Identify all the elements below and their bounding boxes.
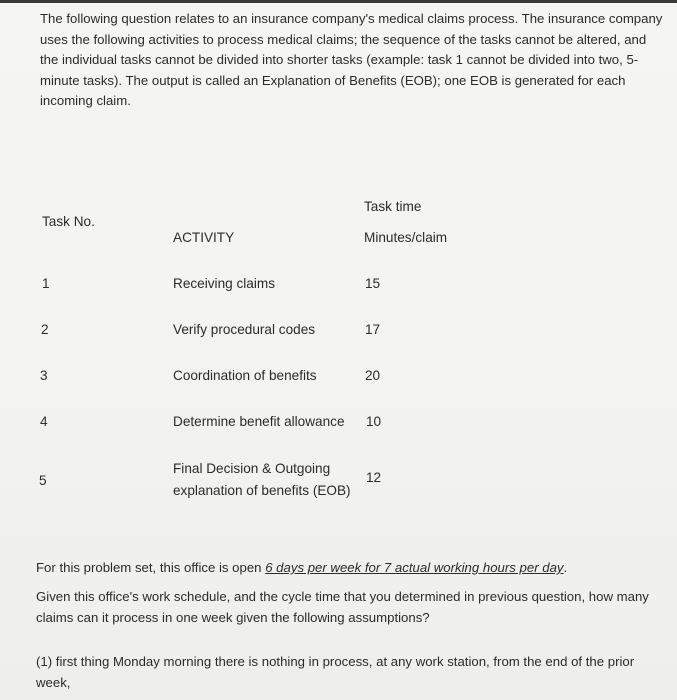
task-time: 17 <box>365 322 381 337</box>
task-number: 5 <box>39 473 47 488</box>
task-activity: Receiving claims <box>173 276 275 291</box>
task-number: 1 <box>42 276 50 291</box>
task-activity: Final Decision & Outgoing explanation of benefits (EOB) <box>173 461 351 498</box>
task-time: 12 <box>366 470 382 485</box>
task-activity: Determine benefit allowance <box>173 414 345 429</box>
schedule-suffix: . <box>563 560 568 575</box>
image-top-edge <box>0 0 677 3</box>
schedule-prefix: For this problem set, this office is open <box>36 560 266 575</box>
task-time: 20 <box>365 368 381 383</box>
assumption-1: (1) first thing Monday morning there is nothing in process, at any work station, from the end of the prior week, <box>36 654 635 690</box>
intro-paragraph: The following question relates to an insurance company's medical claims process. The insurance company uses the following activities to process medical claims; the sequence of the tasks cannot be altered, and the individual tasks cannot be divided into shorter tasks (example: task 1 cannot be divided into two, 5-minute tasks). The output is called an Explanation of Benefits (EOB); one EOB is generated for each incoming claim. <box>40 11 663 108</box>
schedule-emphasis: 6 days per week for 7 actual working hours per day <box>265 560 564 575</box>
header-task-no: Task No. <box>42 214 95 229</box>
task-time: 15 <box>365 276 381 291</box>
task-number: 4 <box>40 414 48 429</box>
header-minutes-per-claim: Minutes/claim <box>364 230 448 245</box>
task-activity: Coordination of benefits <box>173 368 317 383</box>
schedule-sentence <box>36 558 666 579</box>
header-activity: ACTIVITY <box>173 230 235 245</box>
task-number: 3 <box>40 368 48 383</box>
task-number: 2 <box>41 322 49 337</box>
header-task-time: Task time <box>364 199 422 214</box>
question-paragraph: Given this office's work schedule, and the cycle time that you determined in previous question, how many claims can it process in one week given the following assumptions? <box>36 589 649 625</box>
task-activity: Verify procedural codes <box>173 322 316 337</box>
task-time: 10 <box>366 414 382 429</box>
